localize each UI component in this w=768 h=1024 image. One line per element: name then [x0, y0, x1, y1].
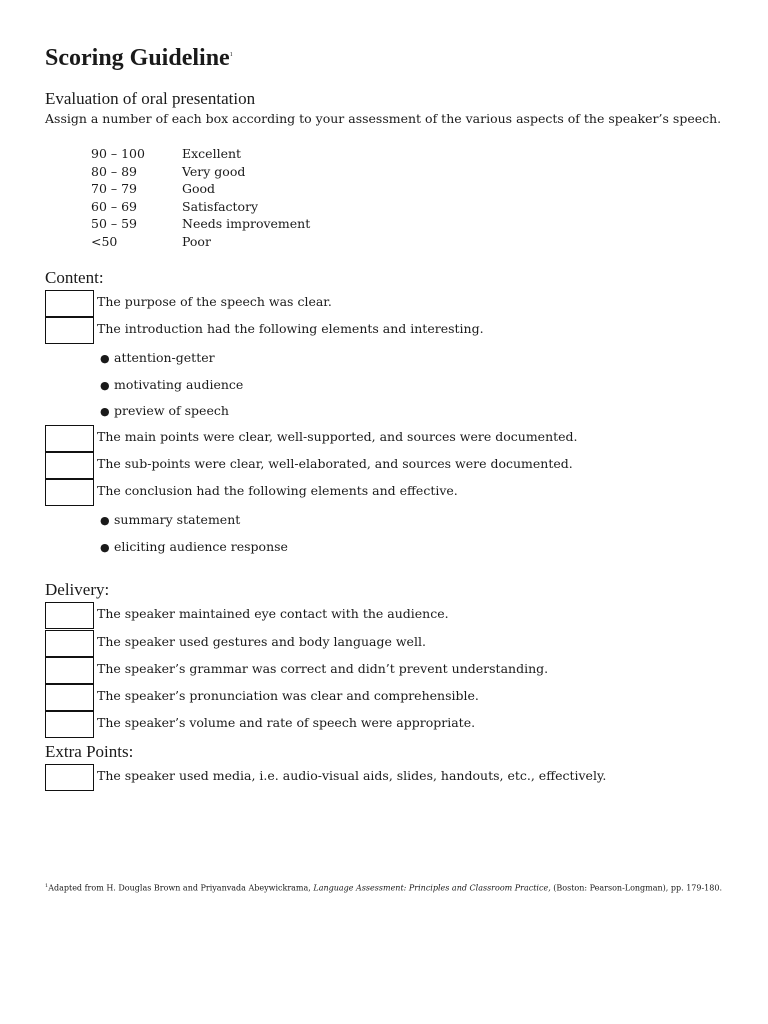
criterion-row — [45, 630, 745, 657]
criterion-row — [45, 317, 745, 344]
scale-row — [91, 180, 310, 198]
content-heading: Content: — [45, 268, 104, 287]
scale-label: Excellent — [182, 146, 242, 161]
bullet-icon: ● — [100, 352, 110, 365]
criterion-row — [45, 711, 745, 738]
criterion-text: The speaker used media, i.e. audio-visual aids, slides, handouts, etc., effectively. — [97, 768, 607, 783]
footnote-number: 1 — [45, 883, 49, 889]
bullet-icon: ● — [100, 541, 110, 554]
score-box[interactable] — [45, 479, 94, 506]
footnote: $^1$Adapted from H. Douglas Brown and Priyanvada Abeywickrama, Language Assessment: Principles and Classroom Practice, (Boston: Pearson-Longman), pp. 179-180. — [45, 883, 722, 893]
scale-range: 60 – 69 — [91, 198, 138, 214]
criterion-text: The speaker maintained eye contact with the audience. — [97, 606, 449, 621]
criterion-row — [45, 452, 745, 479]
criterion-row — [45, 425, 745, 452]
criterion-text: The purpose of the speech was clear. — [97, 294, 332, 309]
scale-range: 50 – 59 — [91, 216, 138, 231]
criterion-text: The speaker used gestures and body language well. — [97, 634, 426, 649]
scale-label: Poor — [182, 233, 211, 249]
bullet-icon: ● — [100, 405, 110, 418]
scale-label: Very good — [182, 163, 246, 179]
criterion-row — [45, 684, 745, 711]
score-box[interactable] — [45, 425, 94, 452]
book-title: Language Assessment: Principles and Classroom Practice, — [313, 883, 551, 893]
score-box[interactable] — [45, 452, 94, 479]
scale-row — [91, 145, 310, 163]
criterion-row — [45, 290, 745, 317]
footnote-marker: 1 — [229, 52, 233, 58]
criterion-row — [45, 602, 745, 629]
scale-row — [91, 215, 310, 233]
list-item: ● motivating audience — [100, 377, 244, 392]
score-box[interactable] — [45, 317, 94, 344]
delivery-heading: Delivery: — [45, 580, 110, 599]
criterion-text: The introduction had the following elements and interesting. — [97, 321, 484, 336]
list-item: ● eliciting audience response — [100, 539, 288, 554]
bullet-icon: ● — [100, 514, 110, 527]
score-box[interactable] — [45, 602, 94, 629]
bullet-icon: ● — [100, 379, 110, 392]
criterion-row — [45, 657, 745, 684]
score-box[interactable] — [45, 684, 94, 711]
list-item: ● summary statement — [100, 512, 241, 527]
scale-label: Good — [182, 181, 216, 196]
criterion-text: The main points were clear, well-supported, and sources were documented. — [97, 429, 578, 444]
extra-points-heading: Extra Points: — [45, 742, 134, 761]
scale-label: Satisfactory — [182, 198, 259, 214]
list-item: ● attention-getter — [100, 350, 215, 365]
scale-row — [91, 233, 310, 251]
list-item: ● preview of speech — [100, 403, 229, 418]
score-box[interactable] — [45, 630, 94, 657]
criterion-text: The speaker’s volume and rate of speech were appropriate. — [97, 715, 476, 730]
criterion-row — [45, 764, 745, 791]
scale-row — [91, 163, 310, 181]
score-box[interactable] — [45, 290, 94, 317]
scale-range: <50 — [91, 233, 118, 249]
scale-row — [91, 198, 310, 216]
page-title: Scoring Guideline$^1$ — [45, 45, 233, 71]
criterion-text: The conclusion had the following elements and effective. — [97, 483, 458, 498]
score-box[interactable] — [45, 657, 94, 684]
subtitle: Evaluation of oral presentation — [45, 89, 256, 108]
instructions: Assign a number of each box according to your assessment of the various aspects of the speaker’s speech. — [45, 111, 722, 126]
criterion-text: The speaker’s grammar was correct and didn’t prevent understanding. — [97, 661, 549, 676]
scale-label: Needs improvement — [182, 216, 311, 231]
scale-range: 90 – 100 — [91, 146, 145, 161]
score-scale — [91, 145, 310, 250]
scale-range: 70 – 79 — [91, 181, 138, 196]
score-box[interactable] — [45, 711, 94, 738]
scale-range: 80 – 89 — [91, 163, 138, 179]
score-box[interactable] — [45, 764, 94, 791]
criterion-text: The speaker’s pronunciation was clear and comprehensible. — [97, 688, 479, 703]
criterion-text: The sub-points were clear, well-elaborated, and sources were documented. — [97, 456, 573, 471]
criterion-row — [45, 479, 745, 506]
